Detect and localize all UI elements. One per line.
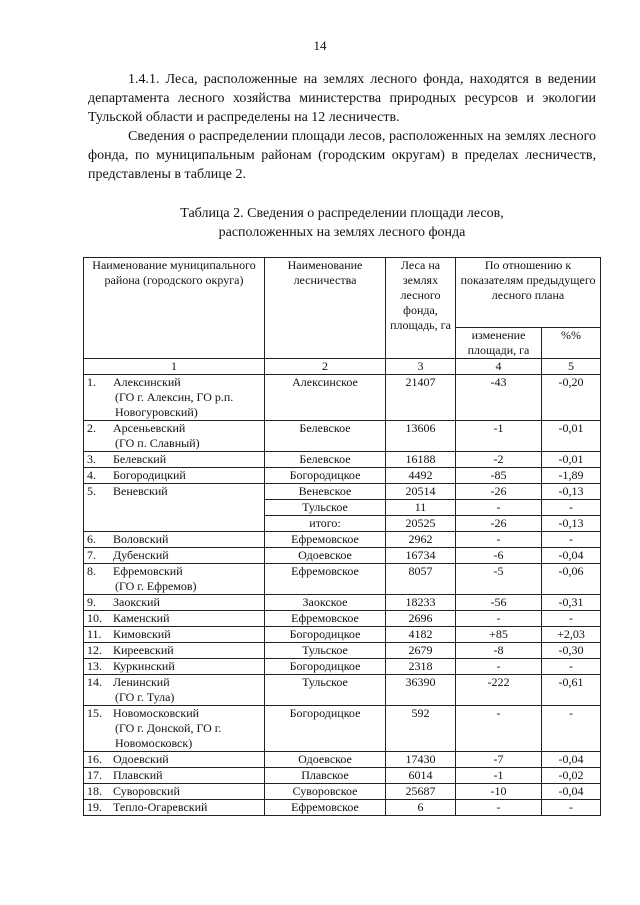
header-area: Леса на землях лесного фонда, площадь, га <box>386 258 456 359</box>
district-name: Ефремовский <box>113 564 183 578</box>
area-cell: 18233 <box>386 595 456 611</box>
page-number: 14 <box>313 38 327 53</box>
percent-cell: -0,30 <box>542 643 601 659</box>
district-cell <box>84 706 265 752</box>
forestry-cell: Ефремовское <box>265 800 386 816</box>
forestry-cell: Тульское <box>265 643 386 659</box>
district-cell <box>84 421 265 452</box>
change-cell: -85 <box>456 468 542 484</box>
district-name: Одоевский <box>113 752 169 766</box>
forestry-cell: Белевское <box>265 452 386 468</box>
column-number: 5 <box>542 359 601 375</box>
area-cell: 21407 <box>386 375 456 421</box>
column-number: 4 <box>456 359 542 375</box>
table-row <box>84 611 601 627</box>
district-cell <box>84 468 265 484</box>
table-row <box>84 800 601 816</box>
district-subtitle: (ГО г. Донской, ГО г. Новомосковск) <box>115 721 222 750</box>
forestry-cell: Богородицкое <box>265 706 386 752</box>
forestry-cell: Суворовское <box>265 784 386 800</box>
area-cell: 6 <box>386 800 456 816</box>
change-cell: -1 <box>456 768 542 784</box>
percent-cell: -0,02 <box>542 768 601 784</box>
forestry-cell: Одоевское <box>265 548 386 564</box>
forestry-cell: Богородицкое <box>265 627 386 643</box>
column-number: 3 <box>386 359 456 375</box>
area-cell: 17430 <box>386 752 456 768</box>
header-change: изменение площади, га <box>456 328 542 359</box>
column-number: 2 <box>265 359 386 375</box>
district-cell <box>84 752 265 768</box>
table-row <box>84 548 601 564</box>
area-cell: 36390 <box>386 675 456 706</box>
table-row <box>84 595 601 611</box>
row-number: 14. <box>87 675 102 689</box>
scan-footer-noise <box>0 887 640 888</box>
district-cell <box>84 595 265 611</box>
row-number: 10. <box>87 611 102 625</box>
forestry-cell: Ефремовское <box>265 532 386 548</box>
table-row <box>84 768 601 784</box>
district-cell <box>84 564 265 595</box>
area-cell: 2962 <box>386 532 456 548</box>
forestry-cell: Ефремовское <box>265 564 386 595</box>
change-cell: -2 <box>456 452 542 468</box>
row-number: 8. <box>87 564 96 578</box>
forestry-cell: Богородицкое <box>265 468 386 484</box>
forestry-cell: Богородицкое <box>265 659 386 675</box>
forestry-cell: Алексинское <box>265 375 386 421</box>
district-cell <box>84 800 265 816</box>
district-subtitle: (ГО г. Тула) <box>115 690 175 704</box>
column-number: 1 <box>84 359 265 375</box>
area-cell: 25687 <box>386 784 456 800</box>
forestry-cell: Белевское <box>265 421 386 452</box>
percent-cell: -0,13 <box>542 516 601 532</box>
table-row <box>84 452 601 468</box>
district-name: Богородицкий <box>113 468 186 482</box>
percent-cell: -0,61 <box>542 675 601 706</box>
district-cell <box>84 643 265 659</box>
table-row <box>84 532 601 548</box>
district-cell <box>84 659 265 675</box>
district-name: Воловский <box>113 532 169 546</box>
change-cell: -5 <box>456 564 542 595</box>
row-number: 2. <box>87 421 96 435</box>
table-caption <box>88 204 596 242</box>
table-row <box>84 706 601 752</box>
forestry-cell: Ефремовское <box>265 611 386 627</box>
table-row <box>84 752 601 768</box>
percent-cell: -0,01 <box>542 421 601 452</box>
district-cell <box>84 484 265 532</box>
percent-cell: - <box>542 800 601 816</box>
forestry-cell: Заокское <box>265 595 386 611</box>
forest-area-table <box>83 257 601 816</box>
area-cell: 2318 <box>386 659 456 675</box>
table-row <box>84 659 601 675</box>
area-cell: 20525 <box>386 516 456 532</box>
district-name: Тепло-Огаревский <box>113 800 208 814</box>
district-cell <box>84 452 265 468</box>
table-row <box>84 643 601 659</box>
row-number: 12. <box>87 643 102 657</box>
district-name: Ленинский <box>113 675 170 689</box>
forestry-cell: Веневское <box>265 484 386 500</box>
change-cell: - <box>456 500 542 516</box>
change-cell: -43 <box>456 375 542 421</box>
row-number: 19. <box>87 800 102 814</box>
district-cell <box>84 375 265 421</box>
header-relative: По отношению к показателям предыдущего лесного плана <box>456 258 601 328</box>
percent-cell: -0,06 <box>542 564 601 595</box>
district-name: Арсеньевский <box>113 421 186 435</box>
table-caption-line2: расположенных на землях лесного фонда <box>218 225 466 240</box>
district-subtitle: (ГО г. Ефремов) <box>115 579 197 593</box>
row-number: 7. <box>87 548 96 562</box>
change-cell: - <box>456 706 542 752</box>
row-number: 3. <box>87 452 96 466</box>
header-forestry: Наименование лесничества <box>265 258 386 359</box>
area-cell: 6014 <box>386 768 456 784</box>
change-cell: - <box>456 532 542 548</box>
district-name: Куркинский <box>113 659 175 673</box>
percent-cell: -0,31 <box>542 595 601 611</box>
header-district: Наименование муниципального района (городского округа) <box>84 258 265 359</box>
district-name: Плавский <box>113 768 163 782</box>
row-number: 1. <box>87 375 96 389</box>
percent-cell: - <box>542 659 601 675</box>
change-cell: -56 <box>456 595 542 611</box>
table-row <box>84 675 601 706</box>
district-cell <box>84 532 265 548</box>
percent-cell: -0,04 <box>542 548 601 564</box>
percent-cell: - <box>542 500 601 516</box>
row-number: 6. <box>87 532 96 546</box>
table-row <box>84 484 601 500</box>
forestry-cell: Тульское <box>265 500 386 516</box>
change-cell: -6 <box>456 548 542 564</box>
row-number: 4. <box>87 468 96 482</box>
header-percent: %% <box>542 328 601 359</box>
change-cell: - <box>456 800 542 816</box>
row-number: 13. <box>87 659 102 673</box>
area-cell: 16734 <box>386 548 456 564</box>
paragraph-2: Сведения о распределении площади лесов, расположенных на землях лесного фонда, по муниципальным районам (городским округам) в пределах лесничеств, представлены в таблице 2. <box>88 129 596 182</box>
change-cell: -7 <box>456 752 542 768</box>
change-cell: -26 <box>456 484 542 500</box>
row-number: 18. <box>87 784 102 798</box>
change-cell: - <box>456 659 542 675</box>
table-row <box>84 468 601 484</box>
district-subtitle: (ГО п. Славный) <box>115 436 200 450</box>
forestry-cell: Тульское <box>265 675 386 706</box>
row-number: 9. <box>87 595 96 609</box>
district-name: Кимовский <box>113 627 171 641</box>
table-row <box>84 564 601 595</box>
table-row <box>84 784 601 800</box>
change-cell: +85 <box>456 627 542 643</box>
percent-cell: - <box>542 532 601 548</box>
percent-cell: -0,04 <box>542 784 601 800</box>
change-cell: - <box>456 611 542 627</box>
district-cell <box>84 611 265 627</box>
forestry-cell: Плавское <box>265 768 386 784</box>
percent-cell: -0,13 <box>542 484 601 500</box>
district-name: Суворовский <box>113 784 180 798</box>
area-cell: 2679 <box>386 643 456 659</box>
change-cell: -10 <box>456 784 542 800</box>
row-number: 16. <box>87 752 102 766</box>
district-cell <box>84 768 265 784</box>
change-cell: -8 <box>456 643 542 659</box>
district-name: Заокский <box>113 595 160 609</box>
row-number: 5. <box>87 484 96 498</box>
district-name: Белевский <box>113 452 167 466</box>
percent-cell: - <box>542 706 601 752</box>
paragraph-1: 1.4.1. Леса, расположенные на землях лесного фонда, находятся в ведении департамента лесного хозяйства министерства природных ресурсов и экологии Тульской области и распределены на 12 лесничеств. <box>88 72 596 125</box>
area-cell: 20514 <box>386 484 456 500</box>
row-number: 17. <box>87 768 102 782</box>
district-subtitle: (ГО г. Алексин, ГО р.п. Новогуровский) <box>115 390 234 419</box>
area-cell: 13606 <box>386 421 456 452</box>
district-name: Новомосковский <box>113 706 200 720</box>
district-cell <box>84 675 265 706</box>
district-name: Дубенский <box>113 548 169 562</box>
district-cell <box>84 784 265 800</box>
area-cell: 2696 <box>386 611 456 627</box>
forestry-cell: итого: <box>265 516 386 532</box>
table-row <box>84 375 601 421</box>
table-row <box>84 421 601 452</box>
percent-cell: -0,01 <box>542 452 601 468</box>
area-cell: 11 <box>386 500 456 516</box>
percent-cell: -1,89 <box>542 468 601 484</box>
district-name: Киреевский <box>113 643 174 657</box>
row-number: 11. <box>87 627 102 641</box>
area-cell: 8057 <box>386 564 456 595</box>
forestry-cell: Одоевское <box>265 752 386 768</box>
table-row <box>84 627 601 643</box>
district-cell <box>84 627 265 643</box>
percent-cell: - <box>542 611 601 627</box>
percent-cell: -0,20 <box>542 375 601 421</box>
percent-cell: +2,03 <box>542 627 601 643</box>
change-cell: -1 <box>456 421 542 452</box>
area-cell: 4182 <box>386 627 456 643</box>
district-name: Веневский <box>113 484 168 498</box>
change-cell: -26 <box>456 516 542 532</box>
change-cell: -222 <box>456 675 542 706</box>
district-cell <box>84 548 265 564</box>
percent-cell: -0,04 <box>542 752 601 768</box>
area-cell: 16188 <box>386 452 456 468</box>
area-cell: 4492 <box>386 468 456 484</box>
district-name: Алексинский <box>113 375 181 389</box>
table-caption-line1: Таблица 2. Сведения о распределении площади лесов, <box>180 206 504 221</box>
area-cell: 592 <box>386 706 456 752</box>
row-number: 15. <box>87 706 102 720</box>
district-name: Каменский <box>113 611 170 625</box>
